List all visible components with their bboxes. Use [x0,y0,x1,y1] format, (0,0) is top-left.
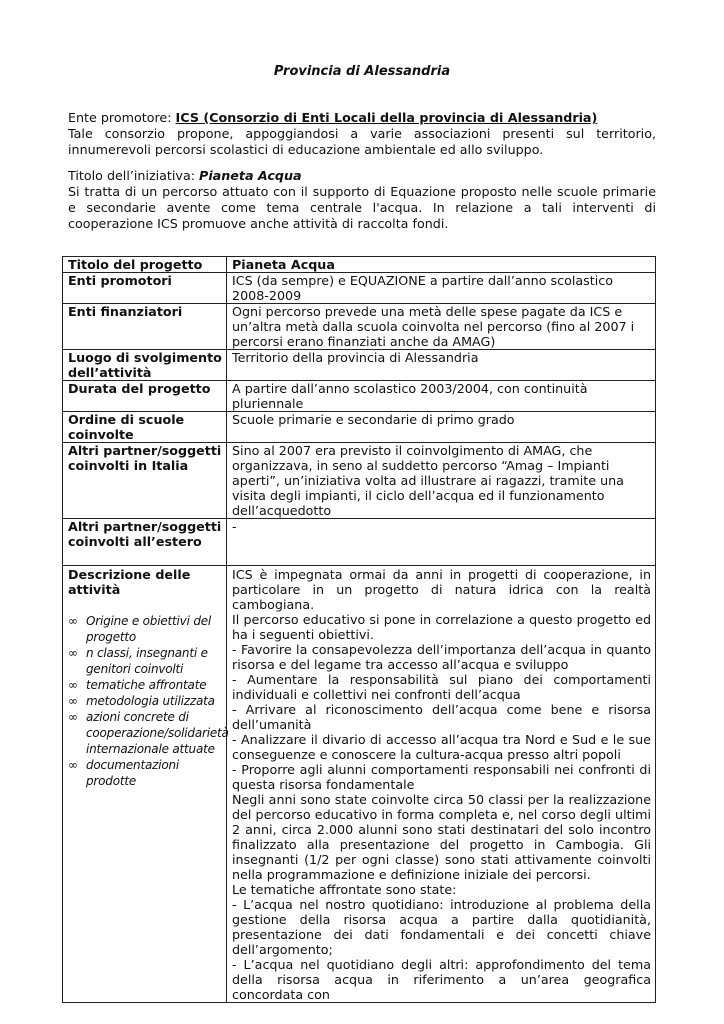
description-paragraph: - Favorire la consapevolezza dell’importanza dell’acqua in quanto risorsa e del legame tra accesso all’acqua e sviluppo [232,642,651,672]
promoter-line [68,110,656,126]
infinity-bullet-icon: ∞ [68,614,78,628]
table-row [63,412,656,443]
description-paragraph: - Aumentare la responsabilità sul piano dei comportamenti individuali e collettivi nei confronti dell’acqua [232,672,651,702]
table-row [63,519,656,566]
table-row [63,273,656,304]
description-paragraph: - Analizzare il divario di accesso all’acqua tra Nord e Sud e le sue conseguenze e conoscere la cultura-acqua presso altri popoli [232,732,651,762]
initiative-value: Pianeta Acqua [199,168,302,183]
row-value: - [227,519,656,566]
description-paragraph: Le tematiche affrontate sono state: [232,882,457,897]
document-title: Provincia di Alessandria [273,64,451,79]
initiative-label: Titolo dell’iniziativa: [68,168,200,183]
row-value: Sino al 2007 era previsto il coinvolgimento di AMAG, che organizzava, in seno al suddetto percorso “Amag – Impianti aperti”, un’iniziativa volta ad illustrare ai ragazzi, tramite una visita degli impianti, il ciclo dell’acqua ed il funzionamento dell’acquedotto [227,443,656,519]
promoter-section [68,110,656,158]
list-item [68,709,229,757]
row-key: Enti finanziatori [63,304,227,350]
list-item-label: tematiche affrontate [86,678,207,692]
initiative-line [68,168,656,184]
row-key: Altri partner/soggetti coinvolti in Italia [63,443,227,519]
row-key: Enti promotori [63,273,227,304]
infinity-bullet-icon: ∞ [68,646,78,660]
list-item-label: metodologia utilizzata [86,694,215,708]
row-key: Ordine di scuole coinvolte [63,412,227,443]
table-row [63,257,656,273]
list-item [68,645,222,677]
list-item-label: n classi, insegnanti e genitori coinvolti [86,646,208,676]
description-paragraph: Il percorso educativo si pone in correlazione a questo progetto ed ha i seguenti obiettivi. [232,612,651,642]
row-value: Territorio della provincia di Alessandria [227,350,656,381]
initiative-description: Si tratta di un percorso attuato con il supporto di Equazione proposto nelle scuole primarie e secondarie avente come tema centrale l'acqua. In relazione a tali interventi di cooperazione ICS promuove anche attività di raccolta fondi. [68,184,656,231]
activities-description-cell [227,566,656,1003]
list-item-label: Origine e obiettivi del progetto [86,614,212,644]
description-paragraph: - Arrivare al riconoscimento dell’acqua come bene e risorsa dell’umanità [232,702,651,732]
table-row [63,304,656,350]
activities-key-cell [63,566,227,1003]
description-paragraph: - L’acqua nel quotidiano degli altri: approfondimento del tema della risorsa acqua in riferimento a un’area geografica concordata con [232,957,651,1002]
row-value: Scuole primarie e secondarie di primo grado [227,412,656,443]
list-item [68,757,222,789]
row-value: ICS (da sempre) e EQUAZIONE a partire dall’anno scolastico 2008-2009 [227,273,656,304]
row-value: Pianeta Acqua [227,257,656,273]
list-item-label: documentazioni prodotte [86,758,180,788]
activities-key: Descrizione delle attività [68,567,191,597]
promoter-description: Tale consorzio propone, appoggiandosi a varie associazioni presenti sul territorio, innumerevoli percorsi scolastici di educazione ambientale ed allo sviluppo. [68,126,656,157]
description-paragraph: ICS è impegnata ormai da anni in progetti di cooperazione, in particolare in un progetto di natura idrica con la realtà cambogiana. [232,567,651,612]
list-item [68,677,222,693]
project-info-table [62,256,656,1003]
promoter-label: Ente promotore: [68,110,176,125]
row-value: Ogni percorso prevede una metà delle spese pagate da ICS e un’altra metà dalla scuola coinvolta nel percorso (fino al 2007 i percorsi erano finanziati anche da AMAG) [227,304,656,350]
row-key: Altri partner/soggetti coinvolti all’estero [63,519,227,566]
table-row [63,443,656,519]
description-paragraph: Negli anni sono state coinvolte circa 50 classi per la realizzazione del percorso educativo in forma completa e, nel corso degli ultimi 2 anni, circa 2.000 alunni sono stati destinatari del solo incontro finalizzato alla presentazione del progetto in Cambogia. Gli insegnanti (1/2 per ogni classe) sono stati attivamente coinvolti nella programmazione e definizione iniziale dei percorsi. [232,792,651,882]
table-row [63,350,656,381]
activities-list [68,613,229,789]
promoter-value: ICS (Consorzio di Enti Locali della provincia di Alessandria) [175,110,598,125]
row-key: Titolo del progetto [63,257,227,273]
initiative-section [68,168,656,232]
description-paragraph: - Proporre agli alunni comportamenti responsabili nei confronti di questa risorsa fondamentale [232,762,651,792]
list-item-label: azioni concrete di cooperazione/solidarietà internazionale attuate [86,710,229,756]
table-row-activities [63,566,656,1003]
list-item [68,693,222,709]
description-paragraph: - L’acqua nel nostro quotidiano: introduzione al problema della gestione della risorsa acqua a partire dalla quotidianità, presentazione dei dati fondamentali e dei concetti chiave dell’argomento; [232,897,651,957]
infinity-bullet-icon: ∞ [68,678,78,692]
infinity-bullet-icon: ∞ [68,758,78,772]
row-value: A partire dall’anno scolastico 2003/2004, con continuità pluriennale [227,381,656,412]
row-key: Luogo di svolgimento dell’attività [63,350,227,381]
table-row [63,381,656,412]
infinity-bullet-icon: ∞ [68,710,78,724]
infinity-bullet-icon: ∞ [68,694,78,708]
row-key: Durata del progetto [63,381,227,412]
list-item [68,613,222,645]
